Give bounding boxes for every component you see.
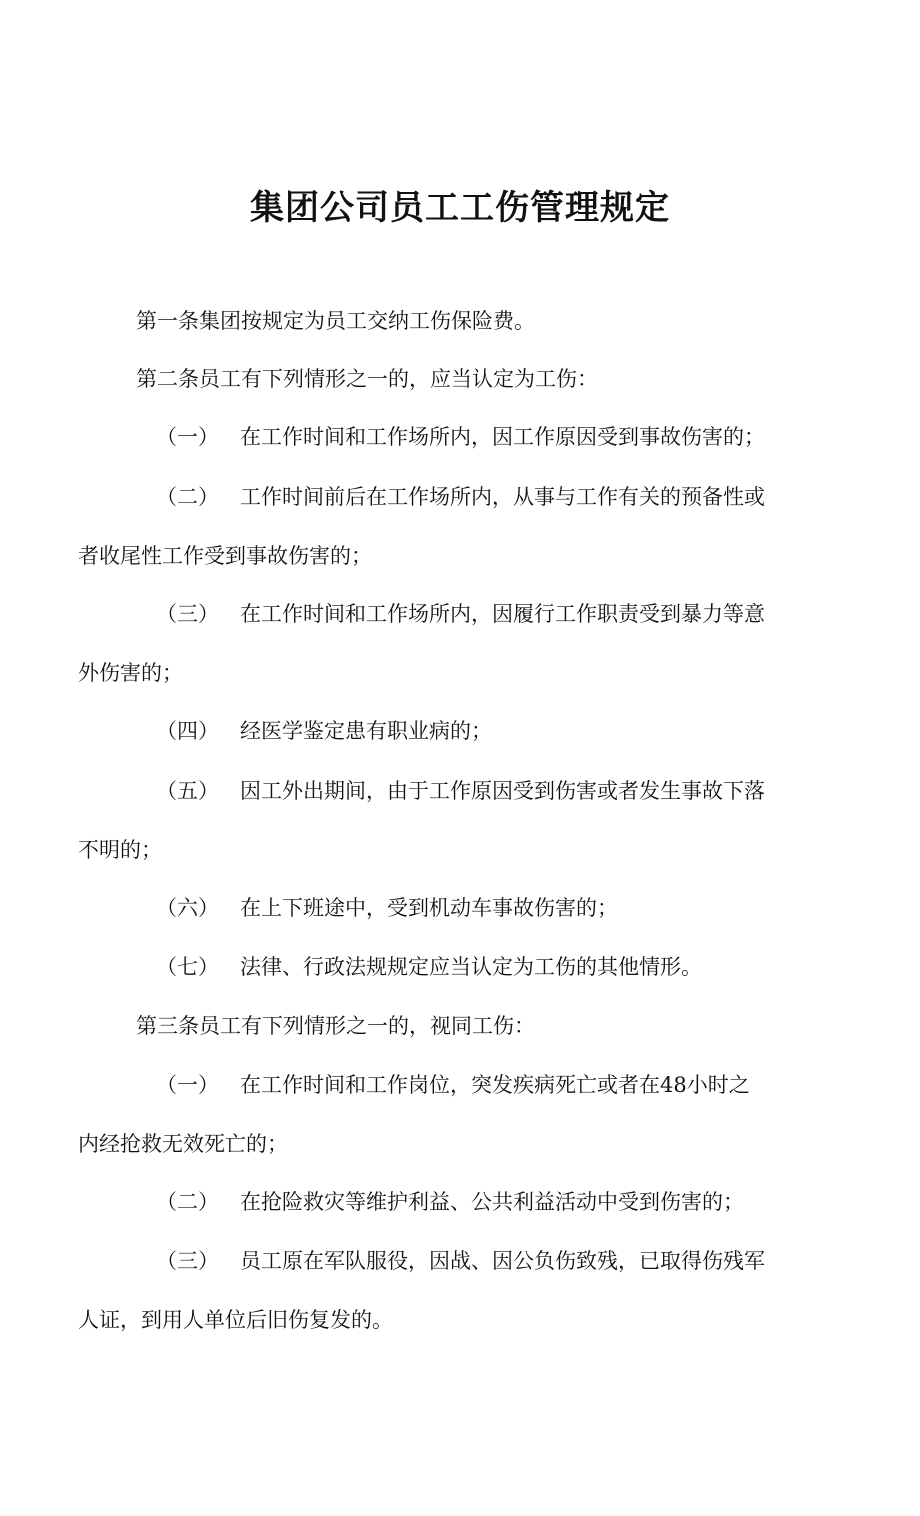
item-text: 法律、行政法规规定应当认定为工伤的其他情形。 xyxy=(240,955,702,979)
article-1: 第一条集团按规定为员工交纳工伤保险费。 xyxy=(136,309,535,333)
item-number: （三） xyxy=(156,602,219,626)
article-2-item-4 xyxy=(156,716,492,746)
item-text: 在抢险救灾等维护利益、公共利益活动中受到伤害的； xyxy=(240,1190,744,1214)
item-number: （二） xyxy=(156,1190,219,1214)
item-number: （二） xyxy=(156,485,219,509)
item-number: （四） xyxy=(156,719,219,743)
item-number: （七） xyxy=(156,955,219,979)
item-text: 在工作时间和工作场所内，因履行工作职责受到暴力等意 xyxy=(240,602,765,626)
article-3-item-3-continuation: 人证，到用人单位后旧伤复发的。 xyxy=(78,1308,393,1332)
article-2-item-3 xyxy=(156,599,765,629)
article-3-item-2 xyxy=(156,1187,744,1217)
article-2-heading: 第二条员工有下列情形之一的，应当认定为工伤： xyxy=(136,367,598,391)
item-number: （三） xyxy=(156,1249,219,1273)
item-number: （一） xyxy=(156,1073,219,1097)
item-text: 在工作时间和工作场所内，因工作原因受到事故伤害的； xyxy=(240,425,765,449)
item-text: 经医学鉴定患有职业病的； xyxy=(240,719,492,743)
item-text: 在工作时间和工作岗位，突发疾病死亡或者在48小时之 xyxy=(240,1073,750,1097)
item-number: （六） xyxy=(156,896,219,920)
item-text: 在上下班途中，受到机动车事故伤害的； xyxy=(240,896,618,920)
article-2-item-3-continuation: 外伤害的； xyxy=(78,661,183,685)
article-3-heading: 第三条员工有下列情形之一的，视同工伤： xyxy=(136,1014,535,1038)
item-number: （五） xyxy=(156,779,219,803)
article-3-item-1 xyxy=(156,1070,750,1100)
article-2-item-2 xyxy=(156,482,765,512)
item-number: （一） xyxy=(156,425,219,449)
article-3-item-3 xyxy=(156,1246,765,1276)
article-3-item-1-continuation: 内经抢救无效死亡的； xyxy=(78,1132,288,1156)
page-title: 集团公司员工工伤管理规定 xyxy=(250,188,670,228)
article-2-item-7 xyxy=(156,952,702,982)
article-2-item-5-continuation: 不明的； xyxy=(78,838,162,862)
item-text: 工作时间前后在工作场所内，从事与工作有关的预备性或 xyxy=(240,485,765,509)
article-2-item-2-continuation: 者收尾性工作受到事故伤害的； xyxy=(78,544,372,568)
article-2-item-6 xyxy=(156,893,618,923)
article-2-item-1 xyxy=(156,422,765,452)
item-text: 因工外出期间，由于工作原因受到伤害或者发生事故下落 xyxy=(240,779,765,803)
article-2-item-5 xyxy=(156,776,765,806)
item-text: 员工原在军队服役，因战、因公负伤致残，已取得伤残军 xyxy=(240,1249,765,1273)
